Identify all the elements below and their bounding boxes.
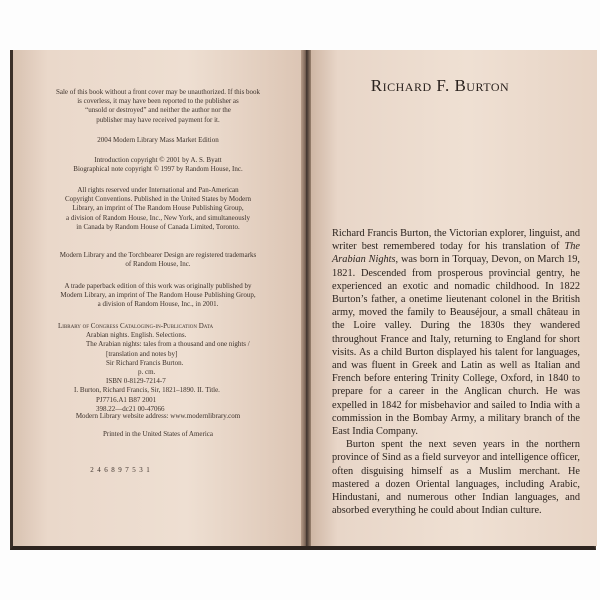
website-line: Modern Library website address: www.modernlibrary.com	[75, 412, 241, 420]
bio-paragraph: Richard Francis Burton, the Victorian explorer, linguist, and writer best remembered today for his translation of The Arabian Nights, was born in Torquay, Devon, on March 19, 1821. Descended from prosperous provincial gentry, he experienced an exotic and nomadic childhood. In 1822 Burton’s father, a onetime lieutenant colonel in the British army, moved the family to Beauséjour, a small château in the Loire valley. During the 1830s they wandered throughout France and Italy, returning to England for short visits. As a child Burton displayed his talent for languages, and was fluent in Greek and Latin as well as Italian and French before entering Trinity College, Oxford, in 1840 to prepare for a career in the Anglican church. He was expelled in 1842 for misbehavior and sailed to India with a commission in the Bombay Army, a military branch of the East India Company.	[332, 228, 580, 438]
notice-line: is coverless, it may have been reported to the publisher as	[77, 97, 239, 106]
cip-data-block: Library of Congress Cataloging-in-Publication Data Arabian nights. English. Selections. The Arabian nights: tales from a thousand and one nights / [translation and notes by] Sir Richard Francis Burton. p. cm. ISBN 0-8129-7214-7 I. Burton, Richard Francis, Sir, 1821–1890. II. Title. PJ7716.A1 B87 2001 398.22—dc21 00-47066	[58, 322, 278, 414]
trade-paperback-note: A trade paperback edition of this work was originally published by Modern Library, an imprint of The Random House Publishing Group, a division of Random House, Inc., in 2001.	[60, 282, 256, 309]
print-line: 2 4 6 8 9 7 5 3 1	[90, 466, 150, 475]
notice-line: Sale of this book without a front cover may be unauthorized. If this book	[55, 88, 261, 96]
copyright-line: Introduction copyright © 2001 by A. S. Byatt	[94, 156, 222, 164]
book-gutter	[301, 50, 311, 546]
rights-statement: All rights reserved under International and Pan-American Copyright Conventions. Published in the United States by Modern Library, an imprint of The Random House Publishing Group, a division of Random House, Inc., New York, and simultaneously in Canada by Random House of Canada Limited, Toronto.	[64, 186, 252, 231]
cip-heading: Library of Congress Cataloging-in-Publication Data	[58, 322, 214, 330]
notice-line: “unsold or destroyed” and neither the author nor the	[85, 106, 231, 115]
copyright-line: Biographical note copyright © 1997 by Random House, Inc.	[73, 165, 243, 174]
copyright-notices	[30, 156, 286, 174]
edition-line: 2004 Modern Library Mass Market Edition	[97, 136, 219, 144]
book-title-italic: The Arabian Nights	[332, 241, 580, 266]
printed-in-line: Printed in the United States of America	[102, 430, 214, 438]
coverless-notice	[30, 88, 286, 125]
bio-paragraph: Burton spent the next seven years in the northern province of Sind as a field surveyor and intelligence officer, often disguising himself as a Muslim merchant. He mastered a dozen Oriental languages, including Arabic, Hindustani, and numerous other Indian languages, and absorbed everything he could about Indian culture.	[332, 439, 580, 517]
trademark-statement: Modern Library and the Torchbearer Design are registered trademarks of Random House, Inc.	[59, 251, 257, 269]
page-title: Richard F. Burton	[370, 76, 510, 95]
biographical-note	[332, 227, 580, 517]
notice-line: publisher may have received payment for it.	[96, 115, 220, 124]
